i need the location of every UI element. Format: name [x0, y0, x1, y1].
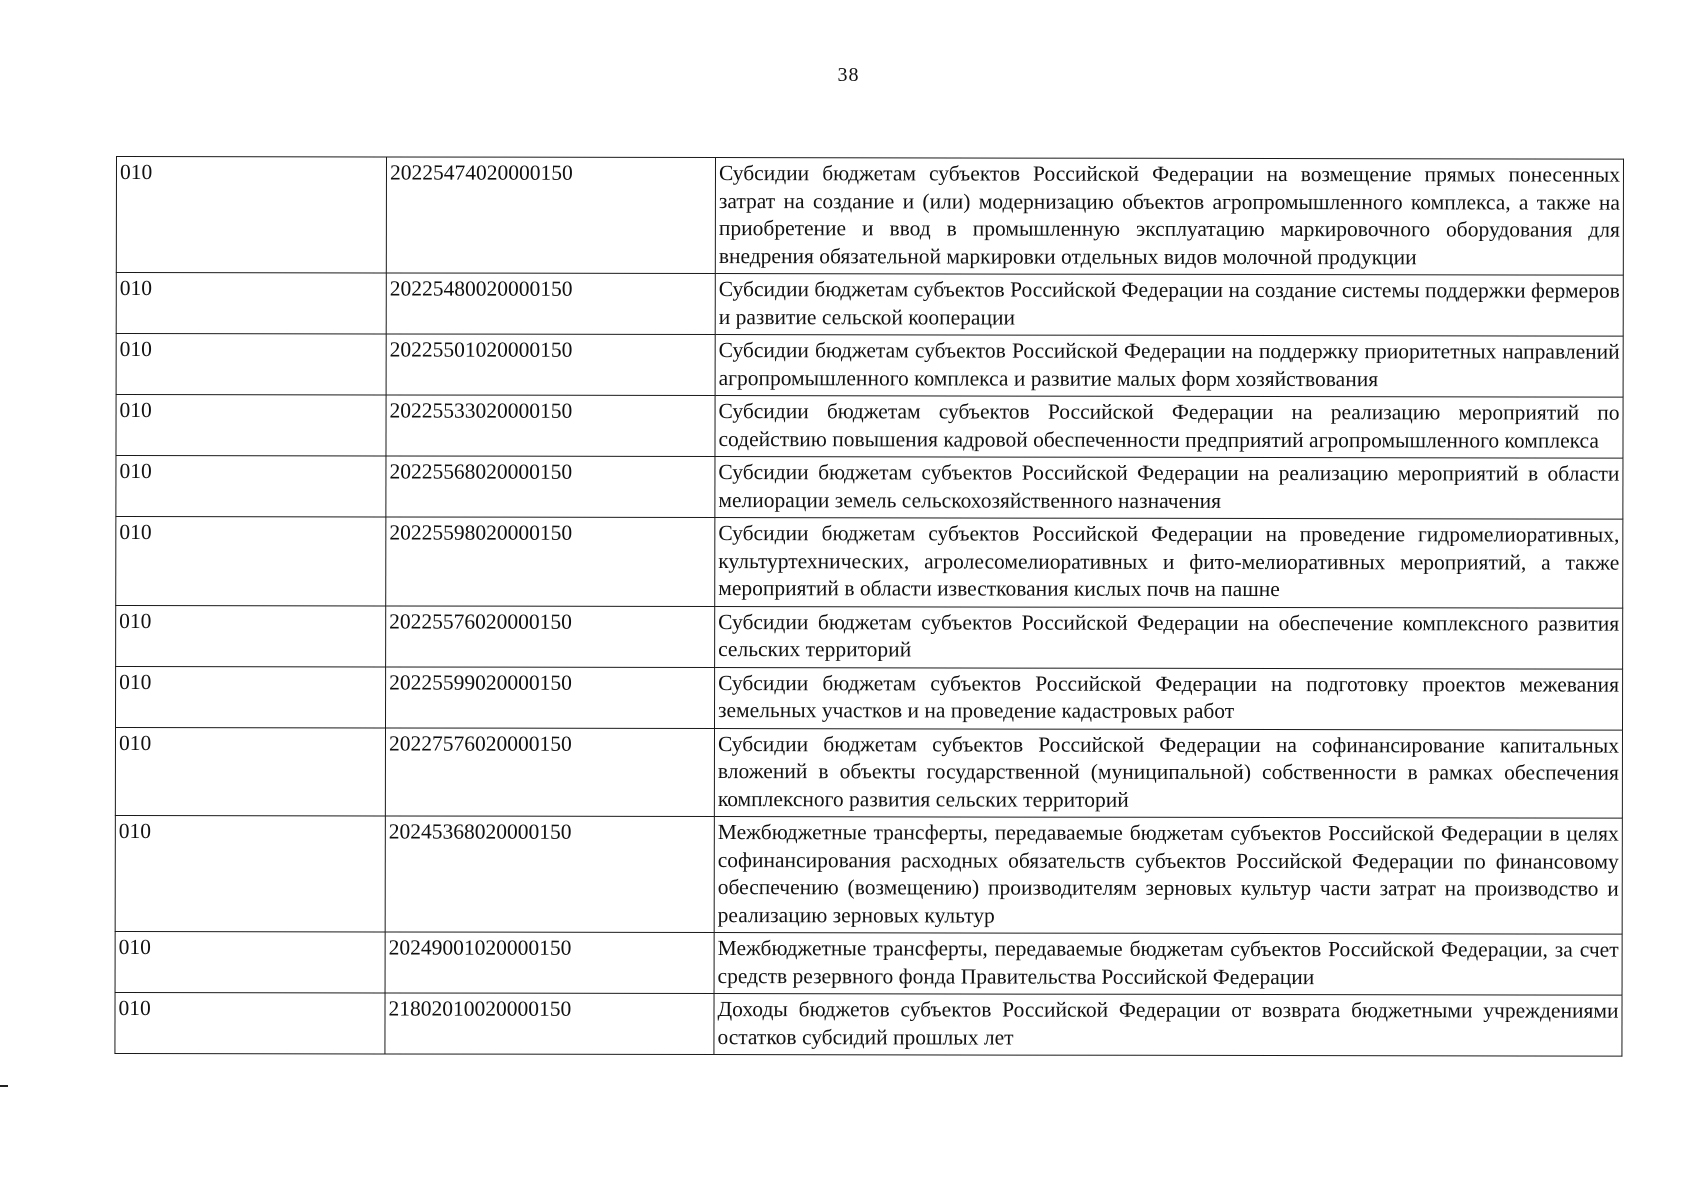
table-row — [115, 727, 1622, 818]
description-cell: Субсидии бюджетам субъектов Российской Федерации на обеспечение комплексного развития сельских территорий — [715, 606, 1623, 669]
budget-code-cell: 20225568020000150 — [386, 456, 715, 518]
budget-code-cell: 20225599020000150 — [386, 666, 715, 728]
admin-code-cell: 010 — [116, 334, 386, 395]
description-cell: Субсидии бюджетам субъектов Российской Федерации на реализацию мероприятий в области мелиорации земель сельскохозяйственного назначения — [715, 457, 1623, 520]
budget-code-cell: 20225474020000150 — [386, 157, 715, 274]
admin-code-cell: 010 — [115, 815, 385, 931]
admin-code-cell: 010 — [116, 157, 386, 273]
page-number: 38 — [837, 64, 860, 86]
table-row — [116, 395, 1623, 459]
description-cell: Субсидии бюджетам субъектов Российской Федерации на проведение гидромелиоративных, культуртехнических, агролесомелиоративных и фито-мелиоративных мероприятий, а также мероприятий в области известкования кислых почв на пашне — [715, 518, 1623, 608]
admin-code-cell: 010 — [116, 517, 386, 606]
description-cell: Субсидии бюджетам субъектов Российской Федерации на возмещение прямых понесенных затрат на создание и (или) модернизацию объектов агропромышленного комплекса, а также на приобретение и ввод в промышленную эксплуатацию маркировочного оборудования для внедрения обязательной маркировки отдельных видов молочной продукции — [715, 158, 1623, 276]
description-cell: Субсидии бюджетам субъектов Российской Федерации на поддержку приоритетных направлений агропромышленного комплекса и развитие малых форм хозяйствования — [715, 335, 1623, 398]
budget-code-cell: 20225501020000150 — [386, 334, 715, 396]
table-row — [115, 931, 1622, 995]
budget-code-cell: 20227576020000150 — [385, 727, 714, 816]
budget-code-cell: 20225533020000150 — [386, 395, 715, 457]
admin-code-cell: 010 — [116, 666, 386, 727]
table-row — [116, 157, 1623, 276]
table-row — [116, 666, 1623, 730]
admin-code-cell: 010 — [116, 273, 386, 334]
margin-mark — [0, 1085, 8, 1087]
description-cell: Межбюджетные трансферты, передаваемые бюджетам субъектов Российской Федерации, за счет средств резервного фонда Правительства Российской Федерации — [714, 933, 1622, 996]
budget-code-cell: 20225598020000150 — [386, 517, 715, 606]
admin-code-cell: 010 — [116, 395, 386, 456]
table-row — [116, 605, 1623, 669]
admin-code-cell: 010 — [115, 992, 385, 1053]
table-row — [116, 334, 1623, 398]
budget-code-cell: 21802010020000150 — [385, 993, 714, 1055]
admin-code-cell: 010 — [116, 605, 386, 666]
description-cell: Доходы бюджетов субъектов Российской Федерации от возврата бюджетными учреждениями остатков субсидий прошлых лет — [714, 994, 1622, 1057]
admin-code-cell: 010 — [115, 727, 385, 816]
description-cell: Субсидии бюджетам субъектов Российской Федерации на софинансирование капитальных вложений в объекты государственной (муниципальной) собственности в рамках обеспечения комплексного развития сельских территорий — [714, 728, 1622, 818]
description-cell: Субсидии бюджетам субъектов Российской Федерации на создание системы поддержки фермеров и развитие сельской кооперации — [715, 274, 1623, 337]
table-row — [116, 517, 1623, 608]
budget-code-cell: 20225576020000150 — [386, 605, 715, 667]
description-cell: Межбюджетные трансферты, передаваемые бюджетам субъектов Российской Федерации в целях софинансирования расходных обязательств субъектов Российской Федерации по финансовому обеспечению (возмещению) производителям зерновых культур части затрат на производство и реализацию зерновых культур — [714, 817, 1622, 935]
admin-code-cell: 010 — [115, 931, 385, 992]
description-cell: Субсидии бюджетам субъектов Российской Федерации на подготовку проектов межевания земельных участков и на проведение кадастровых работ — [715, 667, 1623, 730]
table-row — [116, 456, 1623, 520]
budget-codes-table — [114, 156, 1624, 1057]
budget-code-cell: 20245368020000150 — [385, 816, 714, 933]
table-row — [116, 273, 1623, 337]
budget-code-cell: 20225480020000150 — [386, 273, 715, 335]
table-row — [115, 815, 1622, 934]
table-row — [115, 992, 1622, 1056]
table-body — [115, 157, 1624, 1057]
admin-code-cell: 010 — [116, 456, 386, 517]
budget-code-cell: 20249001020000150 — [385, 932, 714, 994]
description-cell: Субсидии бюджетам субъектов Российской Федерации на реализацию мероприятий по содействию повышения кадровой обеспеченности предприятий агропромышленного комплекса — [715, 396, 1623, 459]
